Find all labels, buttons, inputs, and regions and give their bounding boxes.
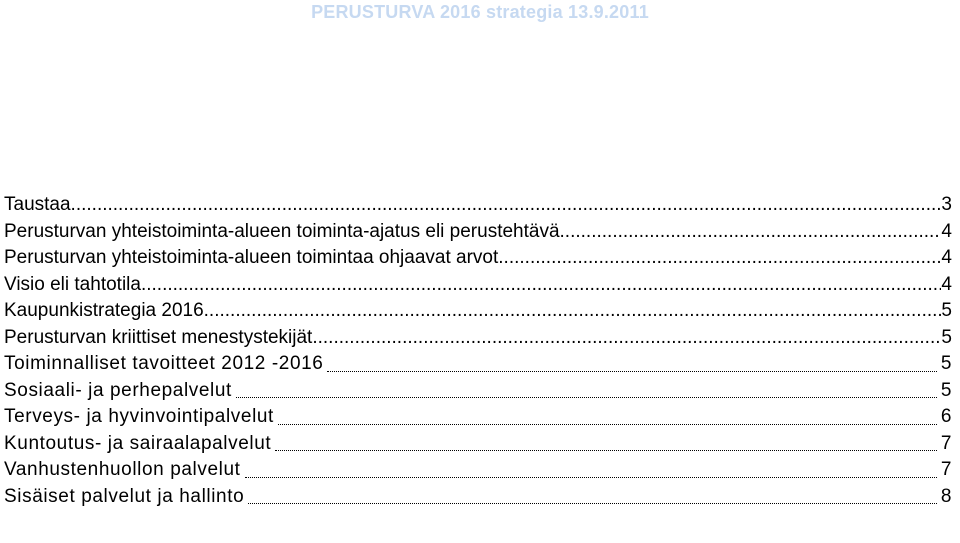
toc-entry[interactable] — [4, 192, 952, 219]
toc-entry-page: 4 — [941, 273, 952, 295]
toc-entry-title: Perusturvan kriittiset menestystekijät — [4, 326, 313, 348]
toc-entry-page: 5 — [940, 379, 952, 401]
toc-entry[interactable] — [4, 431, 952, 458]
toc-entry[interactable] — [4, 219, 952, 246]
table-of-contents — [4, 192, 952, 510]
toc-entry-title: Vanhustenhuollon palvelut — [4, 459, 241, 480]
toc-entry-title: Perusturvan yhteistoiminta-alueen toiminta-ajatus eli perustehtävä — [4, 220, 560, 242]
toc-entry[interactable] — [4, 351, 952, 378]
toc-entry-title: Visio eli tahtotila — [4, 273, 141, 295]
toc-leader-dots — [141, 272, 941, 299]
toc-entry-title: Sosiaali- ja perhepalvelut — [4, 379, 232, 401]
toc-leader-dots — [71, 192, 942, 219]
toc-leader-dots — [275, 450, 937, 451]
toc-leader-dots — [248, 503, 937, 504]
toc-entry-title: Terveys- ja hyvinvointipalvelut — [4, 406, 274, 427]
toc-entry[interactable] — [4, 457, 952, 484]
toc-entry-page: 5 — [941, 300, 952, 321]
toc-leader-dots — [312, 325, 941, 352]
toc-entry[interactable] — [4, 298, 952, 325]
toc-entry-title: Taustaa — [4, 194, 71, 215]
toc-entry-page: 3 — [941, 194, 952, 215]
toc-entry[interactable] — [4, 484, 952, 511]
toc-entry-page: 5 — [941, 326, 952, 348]
toc-entry[interactable] — [4, 272, 952, 299]
toc-entry-page: 8 — [940, 485, 952, 507]
toc-entry-title: Toiminnalliset tavoitteet 2012 -2016 — [4, 353, 324, 374]
toc-entry-page: 4 — [941, 247, 952, 268]
toc-entry-page: 4 — [941, 220, 952, 242]
toc-entry-title: Kaupunkistrategia 2016 — [4, 300, 204, 321]
toc-leader-dots — [327, 371, 936, 372]
toc-entry-page: 7 — [940, 459, 952, 480]
toc-leader-dots — [278, 424, 937, 425]
toc-entry-page: 5 — [940, 353, 952, 374]
toc-leader-dots — [204, 298, 942, 325]
toc-entry-page: 6 — [940, 406, 952, 427]
toc-entry[interactable] — [4, 245, 952, 272]
toc-leader-dots — [560, 219, 942, 246]
document-header: PERUSTURVA 2016 strategia 13.9.2011 — [311, 2, 649, 22]
toc-entry[interactable] — [4, 378, 952, 405]
toc-leader-dots — [245, 477, 937, 478]
toc-entry-page: 7 — [940, 432, 952, 454]
toc-entry-title: Kuntoutus- ja sairaalapalvelut — [4, 432, 272, 454]
toc-entry-title: Perusturvan yhteistoiminta-alueen toimintaa ohjaavat arvot — [4, 247, 499, 268]
toc-entry-title: Sisäiset palvelut ja hallinto — [4, 485, 245, 507]
toc-leader-dots — [498, 245, 941, 272]
toc-leader-dots — [236, 397, 937, 398]
toc-entry[interactable] — [4, 404, 952, 431]
toc-entry[interactable] — [4, 325, 952, 352]
